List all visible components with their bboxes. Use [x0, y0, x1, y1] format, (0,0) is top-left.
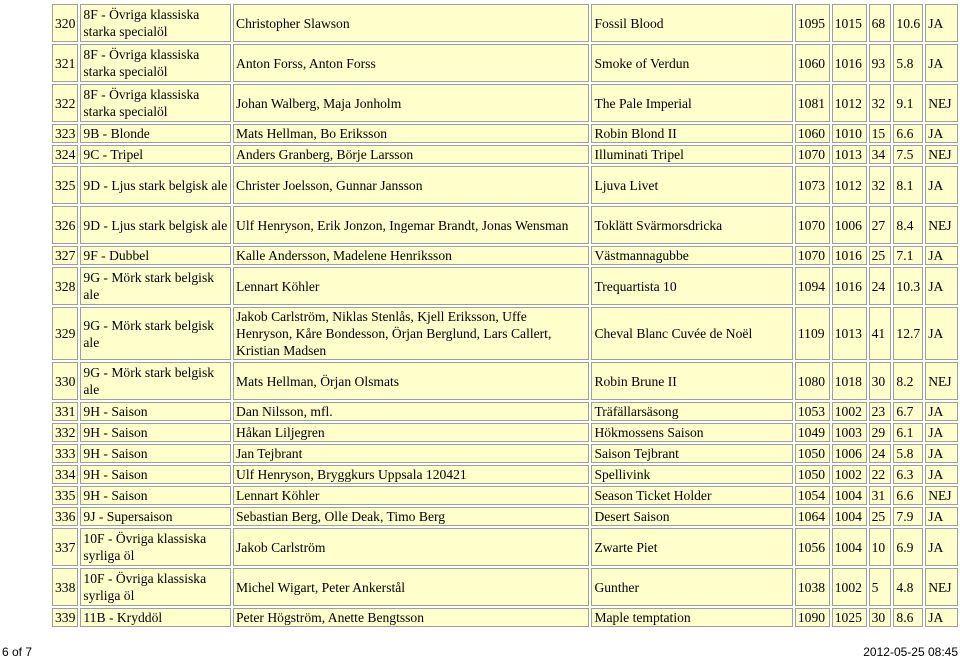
beer-name-cell: Robin Brune II [591, 362, 792, 400]
alcohol-abv-cell: 7.9 [893, 507, 923, 526]
entry-number-cell: 333 [52, 444, 78, 463]
style-category-cell: 9D - Ljus stark belgisk ale [80, 166, 231, 204]
table-row [52, 507, 958, 526]
original-gravity-cell: 1038 [795, 568, 830, 606]
bitterness-ibu-cell: 32 [869, 166, 892, 204]
entry-number-cell: 326 [52, 206, 78, 244]
style-category-cell: 8F - Övriga klassiska starka specialöl [80, 44, 231, 82]
entry-number-cell: 322 [52, 84, 78, 122]
brewer-names-cell: Mats Hellman, Örjan Olsmats [233, 362, 589, 400]
final-gravity-cell: 1004 [832, 486, 867, 505]
bitterness-ibu-cell: 31 [869, 486, 892, 505]
print-timestamp: 2012-05-25 08:45 [863, 645, 958, 659]
final-gravity-cell: 1018 [832, 362, 867, 400]
table-row [52, 84, 958, 122]
beer-name-cell: Illuminati Tripel [591, 145, 792, 164]
table-row [52, 206, 958, 244]
original-gravity-cell: 1064 [795, 507, 830, 526]
answer-status-cell: NEJ [925, 206, 958, 244]
entry-number-cell: 336 [52, 507, 78, 526]
beer-name-cell: Robin Blond II [591, 124, 792, 143]
original-gravity-cell: 1070 [795, 246, 830, 265]
alcohol-abv-cell: 8.2 [893, 362, 923, 400]
original-gravity-cell: 1054 [795, 486, 830, 505]
alcohol-abv-cell: 7.5 [893, 145, 923, 164]
bitterness-ibu-cell: 24 [869, 267, 892, 305]
alcohol-abv-cell: 6.9 [893, 528, 923, 566]
beer-name-cell: Trequartista 10 [591, 267, 792, 305]
brewer-names-cell: Ulf Henryson, Bryggkurs Uppsala 120421 [233, 465, 589, 484]
answer-status-cell: JA [925, 444, 958, 463]
bitterness-ibu-cell: 41 [869, 307, 892, 360]
final-gravity-cell: 1006 [832, 444, 867, 463]
beer-name-cell: Spellivink [591, 465, 792, 484]
alcohol-abv-cell: 10.3 [893, 267, 923, 305]
beer-name-cell: Fossil Blood [591, 4, 792, 42]
original-gravity-cell: 1073 [795, 166, 830, 204]
original-gravity-cell: 1049 [795, 423, 830, 442]
style-category-cell: 10F - Övriga klassiska syrliga öl [80, 568, 231, 606]
final-gravity-cell: 1025 [832, 608, 867, 627]
table-row [52, 444, 958, 463]
original-gravity-cell: 1070 [795, 145, 830, 164]
original-gravity-cell: 1056 [795, 528, 830, 566]
brewer-names-cell: Dan Nilsson, mfl. [233, 402, 589, 421]
alcohol-abv-cell: 12.7 [893, 307, 923, 360]
table-row [52, 568, 958, 606]
alcohol-abv-cell: 6.6 [893, 124, 923, 143]
answer-status-cell: JA [925, 307, 958, 360]
answer-status-cell: NEJ [925, 568, 958, 606]
final-gravity-cell: 1002 [832, 402, 867, 421]
bitterness-ibu-cell: 30 [869, 608, 892, 627]
alcohol-abv-cell: 10.6 [893, 4, 923, 42]
page-number: 6 of 7 [2, 645, 33, 659]
original-gravity-cell: 1050 [795, 465, 830, 484]
entry-number-cell: 334 [52, 465, 78, 484]
final-gravity-cell: 1016 [832, 246, 867, 265]
bitterness-ibu-cell: 24 [869, 444, 892, 463]
answer-status-cell: JA [925, 4, 958, 42]
brewer-names-cell: Sebastian Berg, Olle Deak, Timo Berg [233, 507, 589, 526]
answer-status-cell: JA [925, 246, 958, 265]
beer-name-cell: Zwarte Piet [591, 528, 792, 566]
answer-status-cell: NEJ [925, 362, 958, 400]
entry-number-cell: 320 [52, 4, 78, 42]
brewer-names-cell: Anders Granberg, Börje Larsson [233, 145, 589, 164]
final-gravity-cell: 1004 [832, 528, 867, 566]
bitterness-ibu-cell: 25 [869, 507, 892, 526]
alcohol-abv-cell: 6.3 [893, 465, 923, 484]
brewer-names-cell: Peter Högström, Anette Bengtsson [233, 608, 589, 627]
beer-name-cell: Västmannagubbe [591, 246, 792, 265]
bitterness-ibu-cell: 32 [869, 84, 892, 122]
answer-status-cell: JA [925, 124, 958, 143]
style-category-cell: 8F - Övriga klassiska starka specialöl [80, 84, 231, 122]
final-gravity-cell: 1013 [832, 307, 867, 360]
bitterness-ibu-cell: 29 [869, 423, 892, 442]
bitterness-ibu-cell: 5 [869, 568, 892, 606]
brewer-names-cell: Jan Tejbrant [233, 444, 589, 463]
answer-status-cell: JA [925, 465, 958, 484]
original-gravity-cell: 1081 [795, 84, 830, 122]
brewer-names-cell: Ulf Henryson, Erik Jonzon, Ingemar Brandt, Jonas Wensman [233, 206, 589, 244]
brewer-names-cell: Michel Wigart, Peter Ankerstål [233, 568, 589, 606]
beer-name-cell: Gunther [591, 568, 792, 606]
style-category-cell: 10F - Övriga klassiska syrliga öl [80, 528, 231, 566]
table-row [52, 528, 958, 566]
beer-name-cell: The Pale Imperial [591, 84, 792, 122]
brewer-names-cell: Anton Forss, Anton Forss [233, 44, 589, 82]
style-category-cell: 9J - Supersaison [80, 507, 231, 526]
beer-name-cell: Ljuva Livet [591, 166, 792, 204]
entry-number-cell: 335 [52, 486, 78, 505]
style-category-cell: 9H - Saison [80, 486, 231, 505]
answer-status-cell: JA [925, 267, 958, 305]
entry-number-cell: 338 [52, 568, 78, 606]
brewer-names-cell: Håkan Liljegren [233, 423, 589, 442]
original-gravity-cell: 1080 [795, 362, 830, 400]
original-gravity-cell: 1094 [795, 267, 830, 305]
answer-status-cell: JA [925, 166, 958, 204]
style-category-cell: 9G - Mörk stark belgisk ale [80, 362, 231, 400]
entry-number-cell: 337 [52, 528, 78, 566]
bitterness-ibu-cell: 68 [869, 4, 892, 42]
entry-number-cell: 329 [52, 307, 78, 360]
alcohol-abv-cell: 6.6 [893, 486, 923, 505]
style-category-cell: 9G - Mörk stark belgisk ale [80, 307, 231, 360]
brewer-names-cell: Jakob Carlström, Niklas Stenlås, Kjell Eriksson, Uffe Henryson, Kåre Bondesson, Örjan Berglund, Lars Callert, Kristian Madsen [233, 307, 589, 360]
table-row [52, 362, 958, 400]
bitterness-ibu-cell: 34 [869, 145, 892, 164]
original-gravity-cell: 1060 [795, 44, 830, 82]
original-gravity-cell: 1070 [795, 206, 830, 244]
beer-name-cell: Cheval Blanc Cuvée de Noël [591, 307, 792, 360]
alcohol-abv-cell: 8.6 [893, 608, 923, 627]
bitterness-ibu-cell: 30 [869, 362, 892, 400]
style-category-cell: 9B - Blonde [80, 124, 231, 143]
brewer-names-cell: Christopher Slawson [233, 4, 589, 42]
final-gravity-cell: 1002 [832, 465, 867, 484]
beer-name-cell: Träfällarsäsong [591, 402, 792, 421]
answer-status-cell: JA [925, 402, 958, 421]
final-gravity-cell: 1006 [832, 206, 867, 244]
final-gravity-cell: 1010 [832, 124, 867, 143]
entry-number-cell: 323 [52, 124, 78, 143]
final-gravity-cell: 1016 [832, 267, 867, 305]
table-row [52, 307, 958, 360]
table-row [52, 44, 958, 82]
final-gravity-cell: 1016 [832, 44, 867, 82]
brewer-names-cell: Johan Walberg, Maja Jonholm [233, 84, 589, 122]
final-gravity-cell: 1012 [832, 84, 867, 122]
table-row [52, 423, 958, 442]
table-row [52, 486, 958, 505]
table-row [52, 402, 958, 421]
style-category-cell: 9H - Saison [80, 465, 231, 484]
final-gravity-cell: 1002 [832, 568, 867, 606]
final-gravity-cell: 1004 [832, 507, 867, 526]
original-gravity-cell: 1095 [795, 4, 830, 42]
entry-number-cell: 321 [52, 44, 78, 82]
beer-name-cell: Toklätt Svärmorsdricka [591, 206, 792, 244]
alcohol-abv-cell: 5.8 [893, 444, 923, 463]
table-row [52, 124, 958, 143]
entry-number-cell: 331 [52, 402, 78, 421]
beer-name-cell: Season Ticket Holder [591, 486, 792, 505]
brewer-names-cell: Jakob Carlström [233, 528, 589, 566]
table-row [52, 4, 958, 42]
bitterness-ibu-cell: 93 [869, 44, 892, 82]
answer-status-cell: JA [925, 44, 958, 82]
entry-number-cell: 324 [52, 145, 78, 164]
bitterness-ibu-cell: 23 [869, 402, 892, 421]
beer-name-cell: Saison Tejbrant [591, 444, 792, 463]
table-row [52, 246, 958, 265]
style-category-cell: 11B - Kryddöl [80, 608, 231, 627]
table-row [52, 608, 958, 627]
answer-status-cell: JA [925, 507, 958, 526]
original-gravity-cell: 1050 [795, 444, 830, 463]
alcohol-abv-cell: 7.1 [893, 246, 923, 265]
beer-name-cell: Hökmossens Saison [591, 423, 792, 442]
entry-number-cell: 332 [52, 423, 78, 442]
bitterness-ibu-cell: 10 [869, 528, 892, 566]
table-row [52, 465, 958, 484]
table-row [52, 166, 958, 204]
style-category-cell: 9F - Dubbel [80, 246, 231, 265]
table-row [52, 267, 958, 305]
entry-number-cell: 330 [52, 362, 78, 400]
alcohol-abv-cell: 8.4 [893, 206, 923, 244]
answer-status-cell: JA [925, 423, 958, 442]
answer-status-cell: JA [925, 528, 958, 566]
bitterness-ibu-cell: 22 [869, 465, 892, 484]
alcohol-abv-cell: 6.1 [893, 423, 923, 442]
final-gravity-cell: 1012 [832, 166, 867, 204]
beer-name-cell: Desert Saison [591, 507, 792, 526]
alcohol-abv-cell: 8.1 [893, 166, 923, 204]
entries-table [50, 2, 960, 629]
style-category-cell: 9G - Mörk stark belgisk ale [80, 267, 231, 305]
table-row [52, 145, 958, 164]
alcohol-abv-cell: 6.7 [893, 402, 923, 421]
alcohol-abv-cell: 4.8 [893, 568, 923, 606]
style-category-cell: 9H - Saison [80, 444, 231, 463]
final-gravity-cell: 1003 [832, 423, 867, 442]
entry-number-cell: 325 [52, 166, 78, 204]
original-gravity-cell: 1109 [795, 307, 830, 360]
answer-status-cell: NEJ [925, 84, 958, 122]
beer-name-cell: Maple temptation [591, 608, 792, 627]
brewer-names-cell: Lennart Köhler [233, 486, 589, 505]
style-category-cell: 9D - Ljus stark belgisk ale [80, 206, 231, 244]
original-gravity-cell: 1060 [795, 124, 830, 143]
final-gravity-cell: 1015 [832, 4, 867, 42]
entries-table-body [52, 4, 958, 627]
bitterness-ibu-cell: 15 [869, 124, 892, 143]
alcohol-abv-cell: 9.1 [893, 84, 923, 122]
style-category-cell: 9C - Tripel [80, 145, 231, 164]
style-category-cell: 8F - Övriga klassiska starka specialöl [80, 4, 231, 42]
beer-name-cell: Smoke of Verdun [591, 44, 792, 82]
brewer-names-cell: Mats Hellman, Bo Eriksson [233, 124, 589, 143]
brewer-names-cell: Kalle Andersson, Madelene Henriksson [233, 246, 589, 265]
brewer-names-cell: Lennart Köhler [233, 267, 589, 305]
original-gravity-cell: 1090 [795, 608, 830, 627]
brewer-names-cell: Christer Joelsson, Gunnar Jansson [233, 166, 589, 204]
entry-number-cell: 327 [52, 246, 78, 265]
style-category-cell: 9H - Saison [80, 402, 231, 421]
style-category-cell: 9H - Saison [80, 423, 231, 442]
entry-number-cell: 328 [52, 267, 78, 305]
answer-status-cell: NEJ [925, 486, 958, 505]
bitterness-ibu-cell: 27 [869, 206, 892, 244]
final-gravity-cell: 1013 [832, 145, 867, 164]
bitterness-ibu-cell: 25 [869, 246, 892, 265]
answer-status-cell: JA [925, 608, 958, 627]
answer-status-cell: NEJ [925, 145, 958, 164]
alcohol-abv-cell: 5.8 [893, 44, 923, 82]
original-gravity-cell: 1053 [795, 402, 830, 421]
entry-number-cell: 339 [52, 608, 78, 627]
